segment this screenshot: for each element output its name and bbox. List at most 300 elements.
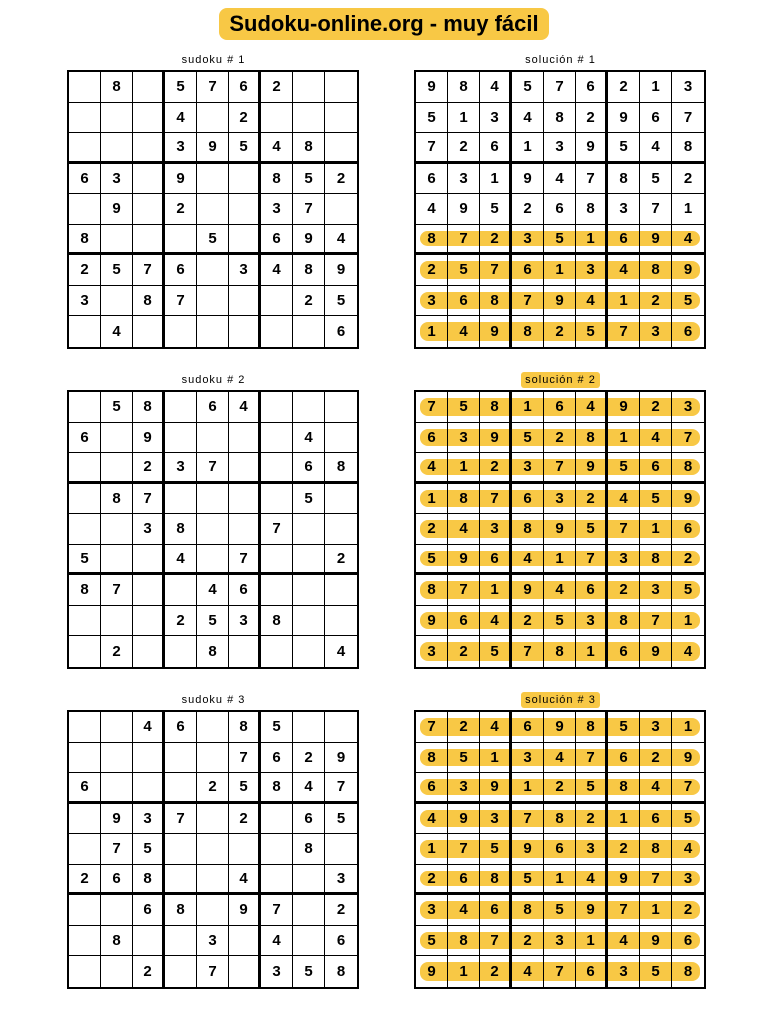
grid-cell [512,834,544,865]
grid-cell [608,255,640,286]
grid-cell [197,575,229,606]
grid-cell [69,255,101,286]
cell-digit: 5 [208,611,217,629]
cell-digit: 4 [176,549,185,567]
cell-digit: 2 [208,778,217,796]
cell-digit: 3 [490,520,499,538]
grid-cell [261,255,293,286]
grid-cell [69,834,101,865]
cell-digit: 9 [427,611,436,629]
grid-cell [69,545,101,576]
cell-digit: 2 [523,200,532,218]
cell-digit: 8 [555,642,564,660]
grid-cell [69,712,101,743]
grid-cell [544,423,576,454]
grid-cell [229,133,261,164]
cell-digit: 7 [143,489,152,507]
grid-cell [293,133,325,164]
cell-digit: 2 [459,138,468,156]
grid-cell [133,514,165,545]
grid-cell [261,514,293,545]
grid-cell [448,636,480,667]
grid-cell [448,103,480,134]
grid-cell [69,484,101,515]
grid-cell [576,255,608,286]
cell-digit: 9 [683,489,693,507]
cell-digit: 5 [459,748,468,766]
cell-digit: 7 [272,901,281,919]
grid-cell [293,514,325,545]
grid-cell [480,423,512,454]
cell-digit: 9 [143,428,152,446]
grid-cell [101,834,133,865]
cell-digit: 3 [112,169,121,187]
grid-cell [165,636,197,667]
grid-cell [261,545,293,576]
grid-cell [608,712,640,743]
cell-digit: 6 [523,718,532,736]
cell-digit: 8 [523,901,532,919]
grid-cell [101,743,133,774]
cell-digit: 8 [619,169,628,187]
grid-cell [69,164,101,195]
grid-cell [416,956,448,987]
grid-cell [197,514,229,545]
cell-digit: 7 [523,642,532,660]
cell-digit: 7 [208,962,217,980]
grid-cell [608,743,640,774]
cell-digit: 4 [336,642,346,660]
cell-digit: 2 [427,869,436,887]
grid-cell [69,225,101,256]
cell-digit: 2 [336,549,346,567]
grid-cell [293,286,325,317]
cell-digit: 9 [336,748,346,766]
cell-digit: 7 [112,581,121,599]
cell-digit: 5 [490,642,499,660]
grid-cell [101,72,133,103]
grid-cell [165,194,197,225]
grid-cell [416,164,448,195]
cell-digit: 4 [176,108,185,126]
cell-digit: 5 [176,78,185,96]
grid-cell [101,225,133,256]
grid-cell [165,834,197,865]
grid-cell [576,484,608,515]
cell-digit: 4 [523,962,532,980]
grid-cell [544,164,576,195]
grid-cell [512,103,544,134]
cell-digit: 6 [619,229,628,247]
grid-cell [325,316,357,347]
grid-cell [640,606,672,637]
grid-cell [448,743,480,774]
grid-cell [101,575,133,606]
grid-cell [576,316,608,347]
cell-digit: 3 [427,901,436,919]
cell-digit: 5 [586,322,595,340]
puzzle-label-wrap [67,52,360,70]
grid-cell [416,865,448,896]
cell-digit: 7 [304,200,313,218]
cell-digit: 1 [586,229,595,247]
cell-digit: 6 [427,169,436,187]
grid-cell [576,392,608,423]
grid-cell [229,103,261,134]
grid-cell [512,255,544,286]
grid-cell [672,956,704,987]
puzzle-label: sudoku # 1 [181,54,246,66]
sudoku-grid [67,70,359,349]
cell-digit: 4 [272,138,281,156]
cell-digit: 1 [651,520,660,538]
grid-cell [197,712,229,743]
grid-cell [672,255,704,286]
cell-digit: 6 [143,901,152,919]
grid-cell [133,636,165,667]
grid-cell [229,575,261,606]
grid-cell [69,453,101,484]
cell-digit: 1 [459,108,468,126]
cell-digit: 2 [586,809,595,827]
grid-cell [165,865,197,896]
cell-digit: 2 [239,108,248,126]
cell-digit: 7 [490,489,499,507]
grid-cell [197,956,229,987]
cell-digit: 2 [619,78,628,96]
grid-cell [101,773,133,804]
grid-cell [672,606,704,637]
grid-cell [229,804,261,835]
cell-digit: 7 [427,138,436,156]
grid-cell [165,286,197,317]
grid-cell [229,484,261,515]
grid-cell [480,514,512,545]
cell-digit: 6 [586,962,595,980]
cell-digit: 8 [619,611,628,629]
cell-digit: 1 [427,322,436,340]
grid-cell [325,484,357,515]
cell-digit: 1 [555,869,564,887]
cell-digit: 4 [490,611,499,629]
grid-cell [576,103,608,134]
sudoku-grid [414,710,706,989]
grid-cell [69,286,101,317]
grid-cell [480,606,512,637]
cell-digit: 7 [523,291,532,309]
grid-cell [133,865,165,896]
grid-cell [640,712,672,743]
grid-cell [197,545,229,576]
cell-digit: 2 [619,581,628,599]
grid-cell [229,255,261,286]
cell-digit: 8 [143,291,152,309]
grid-cell [325,72,357,103]
grid-cell [101,712,133,743]
grid-cell [512,194,544,225]
cell-digit: 7 [586,549,595,567]
grid-cell [325,606,357,637]
grid-cell [69,636,101,667]
grid-cell [69,514,101,545]
grid-cell [261,392,293,423]
puzzle-block [67,52,360,349]
grid-cell [197,392,229,423]
cell-digit: 4 [651,138,660,156]
grid-cell [480,545,512,576]
cell-digit: 2 [459,642,468,660]
cell-digit: 8 [427,229,436,247]
cell-digit: 9 [490,428,499,446]
grid-cell [229,392,261,423]
cell-digit: 2 [586,489,595,507]
grid-cell [512,133,544,164]
cell-digit: 7 [651,869,660,887]
grid-cell [480,575,512,606]
grid-cell [133,72,165,103]
cell-digit: 3 [176,138,185,156]
cell-digit: 3 [143,520,152,538]
grid-cell [229,926,261,957]
cell-digit: 6 [523,261,532,279]
cell-digit: 6 [490,901,499,919]
cell-digit: 2 [683,901,693,919]
cell-digit: 2 [490,229,499,247]
grid-cell [512,743,544,774]
grid-cell [197,834,229,865]
grid-cell [69,392,101,423]
grid-cell [672,545,704,576]
grid-cell [480,834,512,865]
grid-cell [672,514,704,545]
grid-cell [416,316,448,347]
cell-digit: 6 [80,428,89,446]
grid-cell [544,72,576,103]
cell-digit: 3 [555,931,564,949]
cell-digit: 2 [619,840,628,858]
grid-cell [608,164,640,195]
cell-digit: 6 [112,869,121,887]
cell-digit: 8 [490,291,499,309]
grid-cell [133,392,165,423]
cell-digit: 4 [272,261,281,279]
cell-digit: 4 [586,398,595,416]
grid-cell [165,103,197,134]
cell-digit: 9 [651,931,660,949]
cell-digit: 2 [239,809,248,827]
grid-cell [480,72,512,103]
grid-cell [544,453,576,484]
cell-digit: 3 [459,428,468,446]
cell-digit: 9 [459,549,468,567]
grid-cell [325,712,357,743]
grid-cell [229,865,261,896]
grid-cell [293,194,325,225]
cell-digit: 5 [683,581,693,599]
cell-digit: 3 [555,489,564,507]
grid-cell [261,423,293,454]
grid-cell [165,133,197,164]
grid-cell [101,255,133,286]
cell-digit: 9 [523,840,532,858]
cell-digit: 1 [523,398,532,416]
grid-cell [165,514,197,545]
cell-digit: 6 [304,809,313,827]
grid-cell [672,926,704,957]
cell-digit: 3 [80,291,89,309]
grid-cell [640,804,672,835]
grid-cell [640,164,672,195]
grid-cell [544,133,576,164]
grid-cell [325,133,357,164]
cell-digit: 8 [304,261,313,279]
grid-cell [448,423,480,454]
grid-cell [197,895,229,926]
grid-cell [576,72,608,103]
cell-digit: 5 [427,931,436,949]
grid-cell [576,712,608,743]
grid-cell [293,164,325,195]
grid-cell [672,316,704,347]
cell-digit: 9 [112,809,121,827]
cell-digit: 8 [272,778,281,796]
cell-digit: 5 [619,718,628,736]
grid-cell [544,545,576,576]
cell-digit: 5 [683,809,693,827]
grid-cell [261,164,293,195]
grid-cell [69,72,101,103]
grid-cell [512,72,544,103]
cell-digit: 8 [208,642,217,660]
grid-cell [640,255,672,286]
grid-cell [480,865,512,896]
cell-digit: 3 [586,840,595,858]
grid-cell [133,194,165,225]
grid-cell [229,545,261,576]
grid-cell [576,225,608,256]
grid-cell [608,392,640,423]
grid-cell [672,834,704,865]
grid-cell [448,392,480,423]
cell-digit: 6 [459,869,468,887]
grid-cell [165,545,197,576]
grid-cell [640,956,672,987]
grid-cell [608,225,640,256]
grid-cell [197,773,229,804]
grid-cell [608,453,640,484]
grid-cell [101,956,133,987]
grid-cell [480,286,512,317]
grid-cell [165,575,197,606]
cell-digit: 7 [336,778,346,796]
cell-digit: 2 [555,322,564,340]
grid-cell [293,865,325,896]
cell-digit: 4 [555,748,564,766]
solution-block [414,52,707,349]
solution-label: solución # 3 [521,692,600,708]
cell-digit: 8 [239,718,248,736]
grid-cell [512,286,544,317]
grid-cell [101,316,133,347]
cell-digit: 9 [490,778,499,796]
cell-digit: 7 [555,458,564,476]
cell-digit: 5 [683,291,693,309]
grid-cell [261,956,293,987]
grid-cell [480,103,512,134]
grid-cell [608,804,640,835]
cell-digit: 6 [239,78,248,96]
cell-digit: 6 [683,931,693,949]
cell-digit: 5 [143,840,152,858]
grid-cell [448,316,480,347]
cell-digit: 4 [651,428,660,446]
grid-cell [293,423,325,454]
cell-digit: 8 [490,398,499,416]
cell-digit: 1 [651,78,660,96]
cell-digit: 6 [459,291,468,309]
grid-cell [640,225,672,256]
cell-digit: 9 [490,322,499,340]
cell-digit: 8 [619,778,628,796]
grid-cell [229,194,261,225]
cell-digit: 5 [555,611,564,629]
grid-cell [640,72,672,103]
grid-cell [197,133,229,164]
grid-cell [69,575,101,606]
grid-cell [325,636,357,667]
grid-cell [608,194,640,225]
grid-cell [325,834,357,865]
puzzle-label: sudoku # 2 [181,374,246,386]
grid-cell [512,865,544,896]
grid-cell [608,956,640,987]
cell-digit: 2 [555,778,564,796]
grid-cell [69,423,101,454]
grid-cell [325,865,357,896]
cell-digit: 8 [143,398,152,416]
grid-cell [544,316,576,347]
cell-digit: 1 [523,778,532,796]
grid-cell [448,545,480,576]
grid-cell [133,956,165,987]
grid-cell [133,484,165,515]
cell-digit: 4 [239,398,248,416]
grid-cell [325,895,357,926]
cell-digit: 6 [80,169,89,187]
grid-cell [101,423,133,454]
cell-digit: 4 [304,428,313,446]
grid-cell [325,423,357,454]
grid-cell [448,484,480,515]
grid-cell [640,926,672,957]
grid-cell [293,743,325,774]
cell-digit: 1 [555,261,564,279]
cell-digit: 4 [683,840,693,858]
sudoku-grid [67,710,359,989]
grid-cell [480,225,512,256]
cell-digit: 4 [586,291,595,309]
cell-digit: 5 [304,489,313,507]
cell-digit: 7 [208,78,217,96]
grid-cell [325,164,357,195]
grid-cell [165,712,197,743]
cell-digit: 5 [651,169,660,187]
grid-cell [229,164,261,195]
grid-cell [416,773,448,804]
grid-cell [293,956,325,987]
cell-digit: 8 [427,581,436,599]
grid-cell [325,225,357,256]
